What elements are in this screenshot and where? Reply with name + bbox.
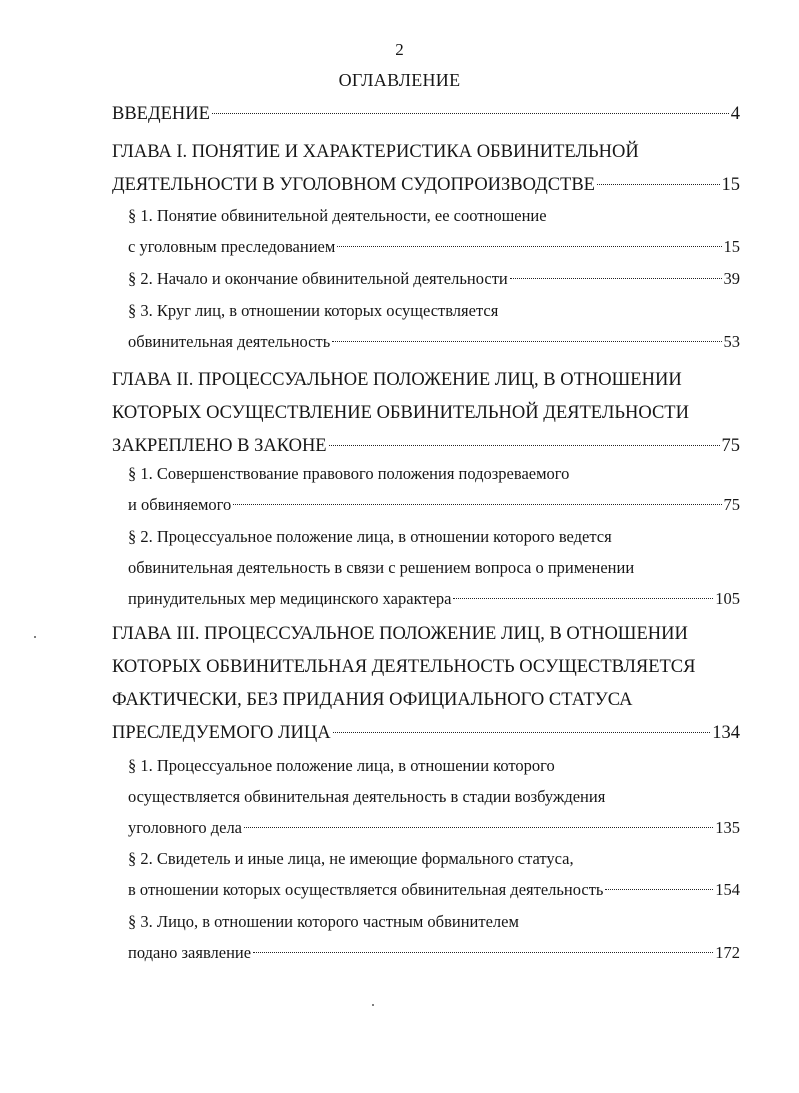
toc-entry-text: § 3. Круг лиц, в отношении которых осуществляется (128, 301, 499, 320)
toc-line (128, 552, 740, 583)
toc-entry-chapter (112, 136, 740, 202)
toc-line (128, 295, 740, 326)
dot-leader (233, 504, 721, 505)
toc-entry-text: ГЛАВА I. ПОНЯТИЕ И ХАРАКТЕРИСТИКА ОБВИНИТЕЛЬНОЙ (112, 142, 639, 162)
toc-entry-text: ЗАКРЕПЛЕНО В ЗАКОНЕ (112, 436, 327, 456)
toc-entry-section (128, 295, 740, 357)
toc-line (112, 397, 740, 430)
toc-entry-chapter (112, 364, 740, 463)
dot-leader (453, 598, 713, 599)
toc-line (128, 843, 740, 874)
toc-entry-chapter (112, 98, 740, 131)
toc-entry-section (128, 750, 740, 843)
toc-entry-chapter (112, 618, 740, 750)
toc-entry-text: § 2. Свидетель и иные лица, не имеющие формального статуса, (128, 849, 574, 868)
dot-leader (253, 952, 713, 953)
page-number: 2 (395, 40, 404, 59)
toc-page-number: 75 (723, 495, 740, 514)
toc-line (128, 781, 740, 812)
toc-line (112, 98, 740, 131)
toc-entry-text: и обвиняемого (128, 495, 232, 514)
dot-leader (332, 341, 721, 342)
toc-line (112, 684, 740, 717)
toc-page-number: 105 (715, 589, 740, 608)
toc-entry-text: § 1. Понятие обвинительной деятельности, ее соотношение (128, 206, 547, 225)
toc-entry-text: ГЛАВА II. ПРОЦЕССУАЛЬНОЕ ПОЛОЖЕНИЕ ЛИЦ, В ОТНОШЕНИИ (112, 370, 682, 390)
toc-line (128, 489, 740, 520)
toc-line (128, 937, 740, 968)
toc-page-number: 135 (715, 818, 740, 837)
toc-line (112, 364, 740, 397)
toc-entry-text: ГЛАВА III. ПРОЦЕССУАЛЬНОЕ ПОЛОЖЕНИЕ ЛИЦ, В ОТНОШЕНИИ (112, 624, 688, 644)
toc-line (112, 136, 740, 169)
toc-line (128, 326, 740, 357)
toc-entry-text: обвинительная деятельность (128, 332, 331, 351)
dot-leader (333, 732, 711, 733)
scan-speck (34, 636, 36, 638)
toc-line (128, 263, 740, 294)
toc-entry-text: ВВЕДЕНИЕ (112, 104, 210, 124)
toc-entry-section (128, 843, 740, 905)
dot-leader (244, 827, 713, 828)
toc-entry-section (128, 521, 740, 614)
toc-entry-text: обвинительная деятельность в связи с решением вопроса о применении (128, 558, 635, 577)
toc-line (128, 231, 740, 262)
scan-speck (372, 1004, 374, 1006)
toc-entry-text: § 2. Начало и окончание обвинительной деятельности (128, 269, 508, 288)
toc-entry-text: осуществляется обвинительная деятельность в стадии возбуждения (128, 787, 606, 806)
toc-entry-text: подано заявление (128, 943, 252, 962)
toc-entry-text: § 1. Совершенствование правового положения подозреваемого (128, 464, 570, 483)
toc-line (128, 906, 740, 937)
toc-entry-text: в отношении которых осуществляется обвинительная деятельность (128, 880, 604, 899)
toc-entry-text: ПРЕСЛЕДУЕМОГО ЛИЦА (112, 723, 331, 743)
toc-entry-text: § 1. Процессуальное положение лица, в отношении которого (128, 756, 555, 775)
toc-entry-section (128, 458, 740, 520)
toc-page-number: 134 (712, 723, 740, 743)
toc-line (128, 874, 740, 905)
toc-entry-text: уголовного дела (128, 818, 243, 837)
toc-entry-section (128, 200, 740, 262)
toc-page-number: 75 (721, 436, 740, 456)
toc-entry-section (128, 906, 740, 968)
toc-line (128, 750, 740, 781)
toc-entry-text: КОТОРЫХ ОСУЩЕСТВЛЕНИЕ ОБВИНИТЕЛЬНОЙ ДЕЯТЕЛЬНОСТИ (112, 403, 689, 423)
toc-entry-section (128, 263, 740, 294)
toc-entry-text: КОТОРЫХ ОБВИНИТЕЛЬНАЯ ДЕЯТЕЛЬНОСТЬ ОСУЩЕСТВЛЯЕТСЯ (112, 657, 696, 677)
toc-entry-text: ДЕЯТЕЛЬНОСТИ В УГОЛОВНОМ СУДОПРОИЗВОДСТВЕ (112, 175, 595, 195)
toc-entry-text: ФАКТИЧЕСКИ, БЕЗ ПРИДАНИЯ ОФИЦИАЛЬНОГО СТАТУСА (112, 690, 633, 710)
dot-leader (329, 445, 720, 446)
toc-line (128, 521, 740, 552)
toc-line (128, 583, 740, 614)
toc-page-number: 15 (723, 237, 740, 256)
toc-entry-text: § 2. Процессуальное положение лица, в отношении которого ведется (128, 527, 612, 546)
toc-line (128, 458, 740, 489)
dot-leader (510, 278, 722, 279)
toc-page-number: 4 (730, 104, 740, 124)
dot-leader (605, 889, 713, 890)
toc-line (112, 651, 740, 684)
toc-line (112, 169, 740, 202)
toc-entry-text: § 3. Лицо, в отношении которого частным обвинителем (128, 912, 519, 931)
dot-leader (212, 113, 729, 114)
toc-entry-text: принудительных мер медицинского характера (128, 589, 452, 608)
toc-line (112, 717, 740, 750)
toc-page-number: 39 (723, 269, 740, 288)
toc-line (128, 812, 740, 843)
toc-line (128, 200, 740, 231)
toc-page-number: 154 (715, 880, 740, 899)
toc-title: ОГЛАВЛЕНИЕ (338, 70, 461, 90)
toc-line (112, 618, 740, 651)
toc-page-number: 15 (721, 175, 740, 195)
toc-page-number: 172 (715, 943, 740, 962)
toc-entry-text: с уголовным преследованием (128, 237, 336, 256)
toc-page-number: 53 (723, 332, 740, 351)
dot-leader (337, 246, 721, 247)
dot-leader (597, 184, 720, 185)
